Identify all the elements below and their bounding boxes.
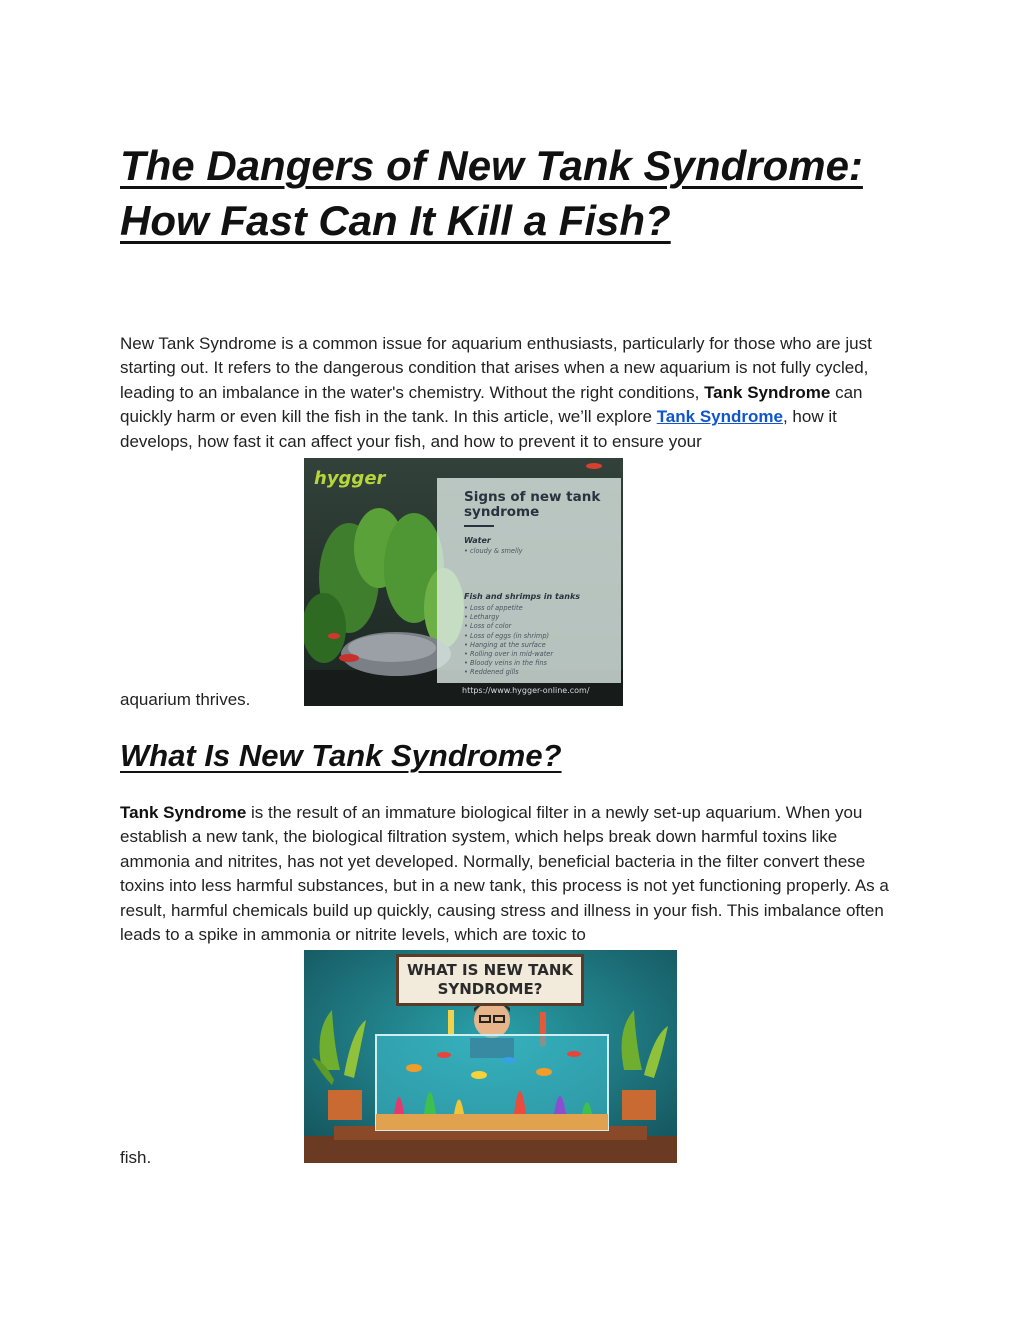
section-tail-text: fish.: [120, 1148, 152, 1167]
list-item: • cloudy & smelly: [464, 547, 523, 555]
tank-syndrome-link[interactable]: Tank Syndrome: [656, 407, 783, 427]
list-item: • Reddened gills: [464, 668, 519, 677]
image-source-url: https://www.hygger-online.com/: [462, 686, 590, 695]
hygger-logo: hygger: [314, 468, 386, 489]
list-item: • Loss of appetite: [464, 604, 523, 612]
panel-divider: [464, 525, 494, 527]
intro-paragraph: [120, 332, 910, 454]
sign-line-1: WHAT IS NEW TANK: [406, 961, 574, 979]
sign-line-2: SYNDROME?: [437, 980, 543, 998]
signs-panel: [437, 478, 621, 683]
section-paragraph: [120, 801, 910, 947]
water-signs-list: [464, 547, 523, 556]
article-title: The Dangers of New Tank Syndrome: How Fast Can It Kill a Fish?: [120, 142, 863, 244]
illustration-sign: [396, 954, 584, 1006]
list-item: • Hanging at the surface: [464, 640, 546, 649]
list-item: • Loss of color: [464, 622, 512, 631]
section-text: is the result of an immature biological filter in a newly set-up aquarium. When you establish a new tank, the biological filtration system, which helps break down harmful toxins like ammonia and nitrites, has not yet developed. Normally, beneficial bacteria in the filter convert these toxins into less harmful substances, but in a new tank, this process is not yet functioning properly. As a result, harmful chemicals build up quickly, causing stress and illness in your fish. This imbalance often leads to a spike in ammonia or nitrite levels, which are toxic to: [120, 803, 889, 945]
panel-section-water: Water: [464, 536, 491, 545]
list-item: • Rolling over in mid-water: [464, 650, 554, 659]
intro-text-c: , how it develops, how fast it can affect your fish, and how to prevent it to ensure your: [120, 407, 837, 451]
panel-heading: Signs of new tank syndrome: [464, 489, 601, 520]
section-bold-term: Tank Syndrome: [120, 803, 247, 822]
fish-signs-list: [464, 604, 553, 678]
intro-tail-text: aquarium thrives.: [120, 690, 251, 709]
signs-infographic-image: [304, 458, 623, 706]
list-item: • Bloody veins in the fins: [464, 659, 547, 668]
intro-text-b: can quickly harm or even kill the fish in the tank. In this article, we’ll explore: [120, 382, 863, 427]
intro-text-a: New Tank Syndrome is a common issue for aquarium enthusiasts, particularly for those who are just starting out. It refers to the dangerous condition that arises when a new aquarium is not fully cycled, leading to an imbalance in the water's chemistry. Without the right conditions,: [120, 334, 872, 402]
list-item: • Loss of eggs (in shrimp): [464, 631, 550, 640]
panel-section-fish: Fish and shrimps in tanks: [464, 592, 581, 601]
new-tank-illustration-image: [304, 950, 677, 1163]
section-heading: What Is New Tank Syndrome?: [120, 738, 562, 773]
intro-bold-term: Tank Syndrome: [704, 382, 831, 402]
list-item: • Lethargy: [464, 613, 500, 622]
